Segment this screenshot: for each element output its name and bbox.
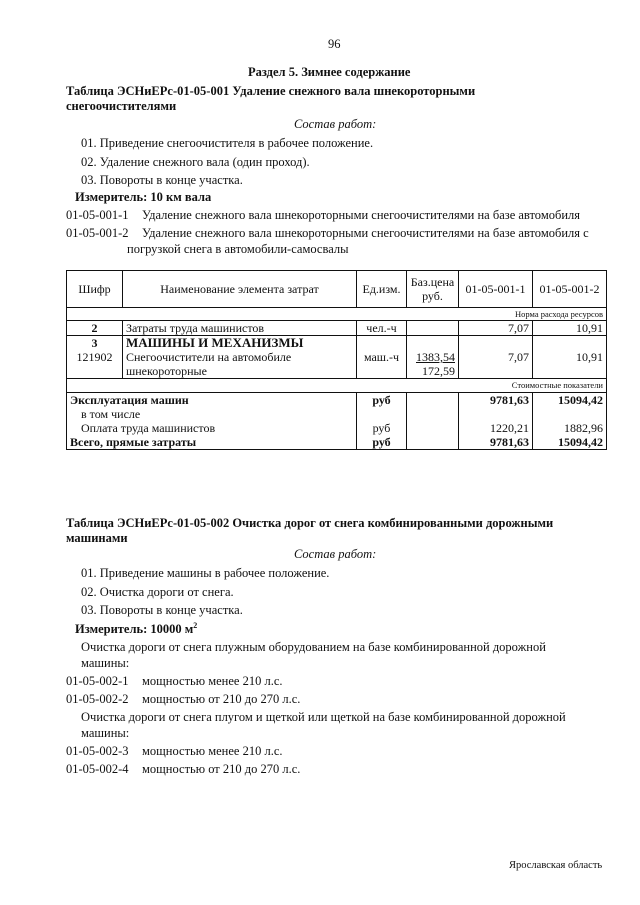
row-name: Всего, прямые затраты	[67, 435, 357, 450]
row-value-2: 15094,42	[533, 393, 607, 408]
row-unit: руб	[357, 393, 407, 408]
table1-title-cont: снегоочистителями	[66, 99, 177, 113]
cost-label-row	[67, 379, 607, 393]
row-value-2: 15094,42	[533, 435, 607, 450]
row-value-2: 10,91	[533, 321, 607, 336]
row-name	[123, 350, 357, 379]
row-value-2: 10,91	[533, 350, 607, 379]
table2-code-text: мощностью менее 210 л.с.	[142, 744, 283, 758]
cost-label: Стоимостные показатели	[67, 379, 607, 393]
header-unit: Ед.изм.	[357, 271, 407, 308]
row-value-1: 9781,63	[459, 435, 533, 450]
row-value-1: 1220,21	[459, 421, 533, 435]
table2-work-item: 03. Повороты в конце участка.	[81, 603, 243, 617]
table2-code-text: мощностью от 210 до 270 л.с.	[142, 692, 301, 706]
row-unit: маш.-ч	[357, 350, 407, 379]
table2-measure-sup: 2	[193, 621, 198, 630]
table2-measure-text: Измеритель: 10000 м	[75, 622, 194, 637]
row-value-1: 7,07	[459, 321, 533, 336]
table1-title: Таблица ЭСНиЕРс-01-05-001 Удаление снежного вала шнекороторными	[66, 84, 476, 98]
table2-title: Таблица ЭСНиЕРс-01-05-002 Очистка дорог от снега комбинированными дорожными	[66, 516, 554, 530]
header-price-line1: Баз.цена	[410, 275, 455, 289]
table-row	[67, 421, 607, 435]
row-price-line1: 1383,54	[416, 350, 455, 364]
table-row	[67, 336, 607, 351]
row-code: 121902	[67, 350, 123, 379]
table2-work-item: 02. Очистка дороги от снега.	[81, 585, 234, 599]
row-price	[407, 350, 459, 379]
table2-group1-title-cont: машины:	[81, 656, 130, 670]
page-number: 96	[328, 37, 341, 51]
row-code: 2	[67, 321, 123, 336]
table-row	[67, 350, 607, 379]
row-section-title: МАШИНЫ И МЕХАНИЗМЫ	[123, 336, 357, 351]
row-code: 3	[67, 336, 123, 351]
table2-code: 01-05-002-2	[66, 692, 129, 706]
table1-work-item: 03. Повороты в конце участка.	[81, 173, 243, 187]
row-value-1: 9781,63	[459, 393, 533, 408]
section-title: Раздел 5. Зимнее содержание	[248, 65, 411, 79]
table1-code-text: Удаление снежного вала шнекороторными снегоочистителями на базе автомобиля	[142, 208, 581, 222]
header-code: Шифр	[67, 271, 123, 308]
table2-code: 01-05-002-4	[66, 762, 129, 776]
row-name: Оплата труда машинистов	[67, 421, 357, 435]
row-unit: руб	[357, 435, 407, 450]
table1-code-text-cont: погрузкой снега в автомобили-самосвалы	[127, 242, 349, 256]
table2-code: 01-05-002-3	[66, 744, 129, 758]
row-value-1: 7,07	[459, 350, 533, 379]
norm-label-row	[67, 308, 607, 321]
table1-code: 01-05-001-1	[66, 208, 129, 222]
row-name-line2: шнекороторные	[126, 364, 207, 378]
table-header-row	[67, 271, 607, 308]
header-col-1: 01-05-001-1	[459, 271, 533, 308]
table1-measure: Измеритель: 10 км вала	[75, 190, 212, 204]
table2-group2-title: Очистка дороги от снега плугом и щеткой или щеткой на базе комбинированной дорожной	[81, 710, 566, 724]
table2-code: 01-05-002-1	[66, 674, 129, 688]
table1-work-item: 02. Удаление снежного вала (один проход).	[81, 155, 310, 169]
table2-works-heading: Состав работ:	[294, 547, 377, 561]
table2-title-cont: машинами	[66, 531, 128, 545]
table-row	[67, 407, 607, 421]
row-name: в том числе	[67, 407, 357, 421]
row-unit: чел.-ч	[357, 321, 407, 336]
table-row	[67, 393, 607, 408]
table2-group1-title: Очистка дороги от снега плужным оборудованием на базе комбинированной дорожной	[81, 640, 546, 654]
page-footer: Ярославская область	[509, 860, 603, 871]
row-name: Затраты труда машинистов	[123, 321, 357, 336]
table2-group2-title-cont: машины:	[81, 726, 130, 740]
table-row	[67, 321, 607, 336]
header-name: Наименование элемента затрат	[123, 271, 357, 308]
row-name: Эксплуатация машин	[67, 393, 357, 408]
row-unit: руб	[357, 421, 407, 435]
header-price	[407, 271, 459, 308]
table-row	[67, 435, 607, 450]
table2-code-text: мощностью от 210 до 270 л.с.	[142, 762, 301, 776]
row-price-line2: 172,59	[422, 364, 455, 378]
table1-code: 01-05-001-2	[66, 226, 129, 240]
table1-works-heading: Состав работ:	[294, 117, 377, 131]
table1-work-item: 01. Приведение снегоочистителя в рабочее положение.	[81, 136, 374, 150]
norm-label: Норма расхода ресурсов	[67, 308, 607, 321]
resource-table	[66, 270, 607, 450]
table2-code-text: мощностью менее 210 л.с.	[142, 674, 283, 688]
row-name-line1: Снегоочистители на автомобиле	[126, 350, 292, 364]
table2-work-item: 01. Приведение машины в рабочее положение.	[81, 566, 330, 580]
header-price-line2: руб.	[422, 289, 443, 303]
row-value-2: 1882,96	[533, 421, 607, 435]
table2-measure	[75, 621, 197, 637]
header-col-2: 01-05-001-2	[533, 271, 607, 308]
table1-code-text: Удаление снежного вала шнекороторными снегоочистителями на базе автомобиля с	[142, 226, 589, 240]
